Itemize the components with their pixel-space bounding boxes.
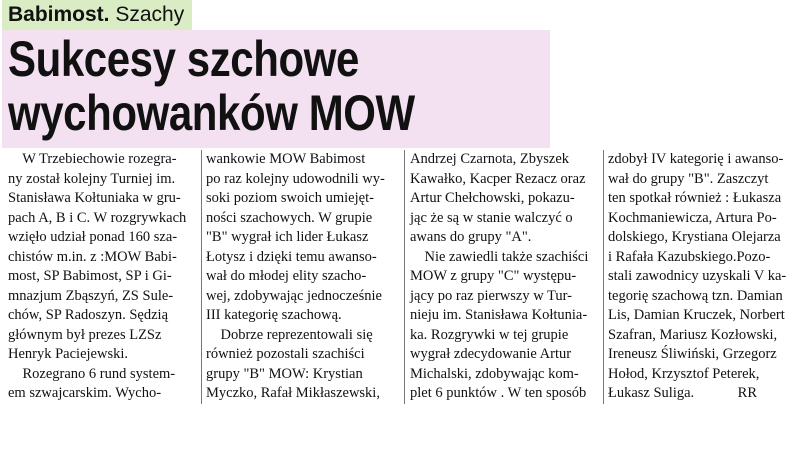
article-text-line: Kochmaniewicza, Artura Po- xyxy=(608,209,777,226)
article-column-2 xyxy=(206,150,402,404)
article-text-line: dolskiego, Krystiana Olejarza xyxy=(608,229,781,245)
section-tag xyxy=(2,0,192,30)
article-text-line: em szwajcarskim. Wycho- xyxy=(8,385,162,401)
section-brand: Babimost. xyxy=(8,3,110,26)
article-text-line: Dobrze reprezentowali się xyxy=(206,326,373,343)
article-text-line: Henryk Paciejewski. xyxy=(8,346,128,362)
article-text-line: Rozegrano 6 rund system- xyxy=(8,365,176,382)
article-text-line: awans do grupy "A". xyxy=(410,229,532,245)
article-text-line: wzięło udział ponad 160 sza- xyxy=(8,229,178,245)
article-text-line: ny został kolejny Turniej im. xyxy=(8,170,176,187)
headline xyxy=(8,32,415,140)
article-text-line: chistów m.in. z :MOW Babi- xyxy=(8,248,177,265)
article-text-line: pach A, B i C. W rozgrywkach xyxy=(8,209,187,226)
article-text-line: Myczko, Rafał Mikłaszewski, xyxy=(206,385,380,401)
article-column-3 xyxy=(410,150,600,404)
article-text-line: głównym był prezes LZSz xyxy=(8,326,162,343)
article-text-line: ności szachowych. W grupie xyxy=(206,209,373,226)
article-text-line: Nie zawiedli także szachiści xyxy=(410,248,589,265)
article-text-line: Ireneusz Śliwiński, Grzegorz xyxy=(608,346,777,362)
article-text-line: MOW z grupy "C" występu- xyxy=(410,268,577,284)
article-text-line: Kawałko, Kacper Rezacz oraz xyxy=(410,170,586,187)
article-text-line: W Trzebiechowie rozegra- xyxy=(8,151,177,167)
article-column-1 xyxy=(8,150,196,404)
article-text-line: Łotysz i dzięki temu awanso- xyxy=(206,248,377,265)
article-text-line: Andrzej Czarnota, Zbyszek xyxy=(410,151,570,167)
article-text-line: Lis, Damian Kruczek, Norbert xyxy=(608,307,785,323)
headline-line-1: Sukcesy szchowe xyxy=(8,31,359,87)
article-text-line: grupy "B" MOW: Krystian xyxy=(206,365,363,382)
article-text-line: Michalski, zdobywając kom- xyxy=(410,365,579,382)
article-text-line: wał do grupy "B". Zaszczyt xyxy=(608,170,769,187)
article-text-line: i Rafała Kazubskiego.Pozo- xyxy=(608,248,771,265)
article-text-line: wej, zdobywając jednocześnie xyxy=(206,287,382,304)
article-text-line: Hołod, Krzysztof Peterek, xyxy=(608,365,760,382)
article-text-line: stali zawodnicy uzyskali V ka- xyxy=(608,268,787,284)
article-text-line: Artur Chełchowski, pokazu- xyxy=(410,190,575,206)
article-text-line: soki poziom swoich umiejęt- xyxy=(206,190,374,206)
article-text-line: jąc że są w stanie walczyć o xyxy=(410,209,573,226)
article-text-line: po raz kolejny udowodnili wy- xyxy=(206,170,385,187)
article-text-line: Stanisława Kołtuniaka w gru- xyxy=(8,190,181,206)
article-text-line: zdobył IV kategorię i awanso- xyxy=(608,151,784,167)
article-text-line: plet 6 punktów . W ten sposób xyxy=(410,385,587,401)
article-text-line: nieju im. Stanisława Kołtunia- xyxy=(410,307,588,323)
article-text-line: wankowie MOW Babimost xyxy=(206,151,366,167)
article-text-line: wygrał zdecydowanie Artur xyxy=(410,346,572,362)
article-text-line: mnazjum Zbąszyń, ZS Sule- xyxy=(8,287,174,304)
headline-line-2: wychowanków MOW xyxy=(8,85,415,141)
column-divider xyxy=(603,150,604,404)
article-text-line: "B" wygrał ich lider Łukasz xyxy=(206,229,369,245)
article-text-line: jący po raz pierwszy w Tur- xyxy=(410,287,572,304)
article-text-line: most, SP Babimost, SP i Gi- xyxy=(8,268,172,284)
column-divider xyxy=(404,150,405,404)
article-text-line: III kategorię szachową. xyxy=(206,307,342,323)
article-text-line: tegorię szachową tzn. Damian xyxy=(608,287,783,304)
article-text-line: Szafran, Mariusz Kozłowski, xyxy=(608,326,778,343)
article-text-line: ka. Rozgrywki w tej grupie xyxy=(410,326,569,343)
column-divider xyxy=(201,150,202,404)
section-category: Szachy xyxy=(115,3,185,26)
article-text-line: chów, SP Radoszyn. Sędzią xyxy=(8,307,169,323)
article-text-line: również pozostali szachiści xyxy=(206,346,365,362)
article-text-line: Łukasz Suliga. RR xyxy=(608,385,758,401)
article-text-line: ten spotkał również : Łukasza xyxy=(608,190,782,206)
article-column-4 xyxy=(608,150,798,404)
article-text-line: wał do młodej elity szacho- xyxy=(206,268,367,284)
